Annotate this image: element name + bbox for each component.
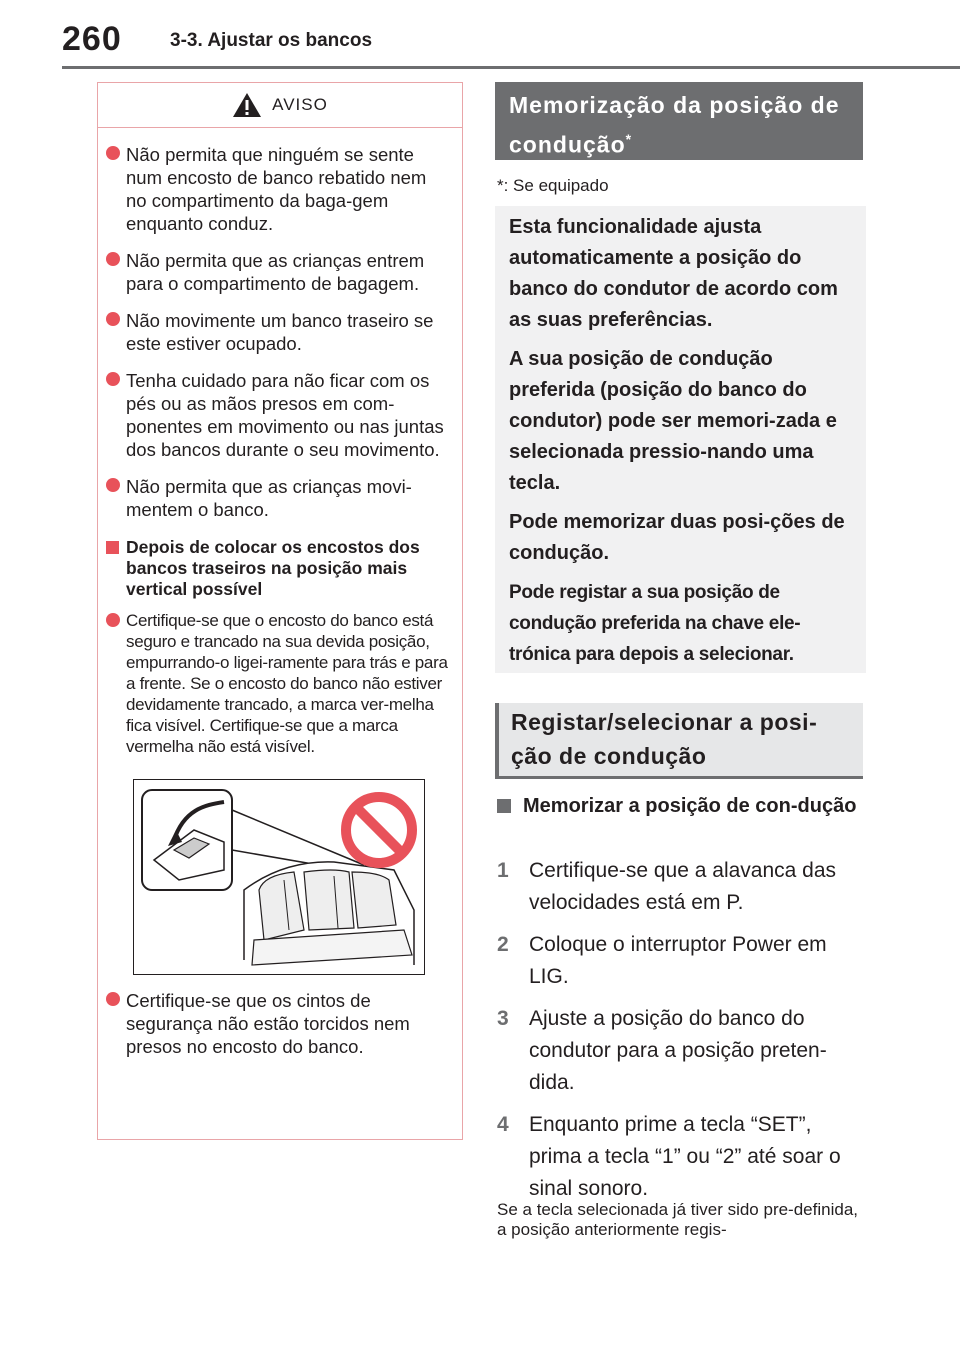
seat-illustration <box>133 779 425 975</box>
warning-triangle-icon <box>232 91 262 119</box>
warning-bullet: Certifique-se que os cintos de segurança não estão torcidos nem presos no encosto do banco. <box>106 989 450 1058</box>
body-paragraph: Se a tecla selecionada já tiver sido pre-definida, a posição anteriormente regis- <box>497 1200 858 1239</box>
warning-bullet: Certifique-se que o encosto do banco está seguro e trancado na sua devida posição, empurrando-o ligei-ramente para trás e para a frente. Se o encosto do banco não estiver devidamente trancado, a marca ver-melha fica visível. Certifique-se que a marca vermelha não está visível. <box>106 610 450 757</box>
warning-bullet: Não permita que as crianças movi-mentem o banco. <box>106 475 450 521</box>
section-title: 3-3. Ajustar os bancos <box>170 30 373 51</box>
warning-bullet: Não movimente um banco traseiro se este estiver ocupado. <box>106 309 450 355</box>
warning-title: AVISO <box>272 95 328 114</box>
intro-paragraph: A sua posição de condução preferida (posição do banco do condutor) pode ser memori-zada e selecionada pressio-nando uma tecla. <box>509 348 837 494</box>
step-item: 4 Enquanto prime a tecla “SET”, prima a tecla “1” ou “2” até soar o sinal sonoro. <box>497 1113 841 1200</box>
warning-subheading: Depois de colocar os encostos dos bancos traseiros na posição mais vertical possível <box>106 537 450 600</box>
intro-paragraph: Esta funcionalidade ajusta automaticamente a posição do banco do condutor de acordo com as suas preferências. <box>509 216 838 331</box>
warning-bullet: Não permita que ninguém se sente num encosto de banco rebatido nem no compartimento da baga-gem enquanto conduz. <box>106 143 450 235</box>
header-rule <box>62 66 960 69</box>
warning-box <box>97 82 463 1140</box>
intro-panel <box>495 206 866 673</box>
intro-paragraph: Pode memorizar duas posi-ções de condução. <box>509 511 845 564</box>
heading-memorization: Memorização da posição de condução* <box>495 82 863 160</box>
warning-header <box>98 83 462 128</box>
intro-paragraph: Pode registar a sua posição de condução preferida na chave ele-trónica para depois a selecionar. <box>509 582 801 665</box>
warning-bullet: Tenha cuidado para não ficar com os pés ou as mãos presos em com-ponentes em movimento ou nas juntas dos bancos durante o seu movimento. <box>106 369 450 461</box>
heading-register-select: Registar/selecionar a posi-ção de condução <box>495 703 863 779</box>
steps-list <box>497 855 867 1215</box>
step-item: 2 Coloque o interruptor Power em LIG. <box>497 933 827 988</box>
step-item: 1 Certifique-se que a alavanca das velocidades está em P. <box>497 859 837 914</box>
step-item: 3 Ajuste a posição do banco do condutor para a posição preten-dida. <box>497 1007 827 1094</box>
page-number: 260 <box>62 20 122 58</box>
subheading-memorize: Memorizar a posição de con-dução <box>497 790 857 822</box>
footnote: *: Se equipado <box>497 176 609 195</box>
prohibited-icon <box>346 797 412 863</box>
warning-bullet: Não permita que as crianças entrem para o compartimento de bagagem. <box>106 249 450 295</box>
